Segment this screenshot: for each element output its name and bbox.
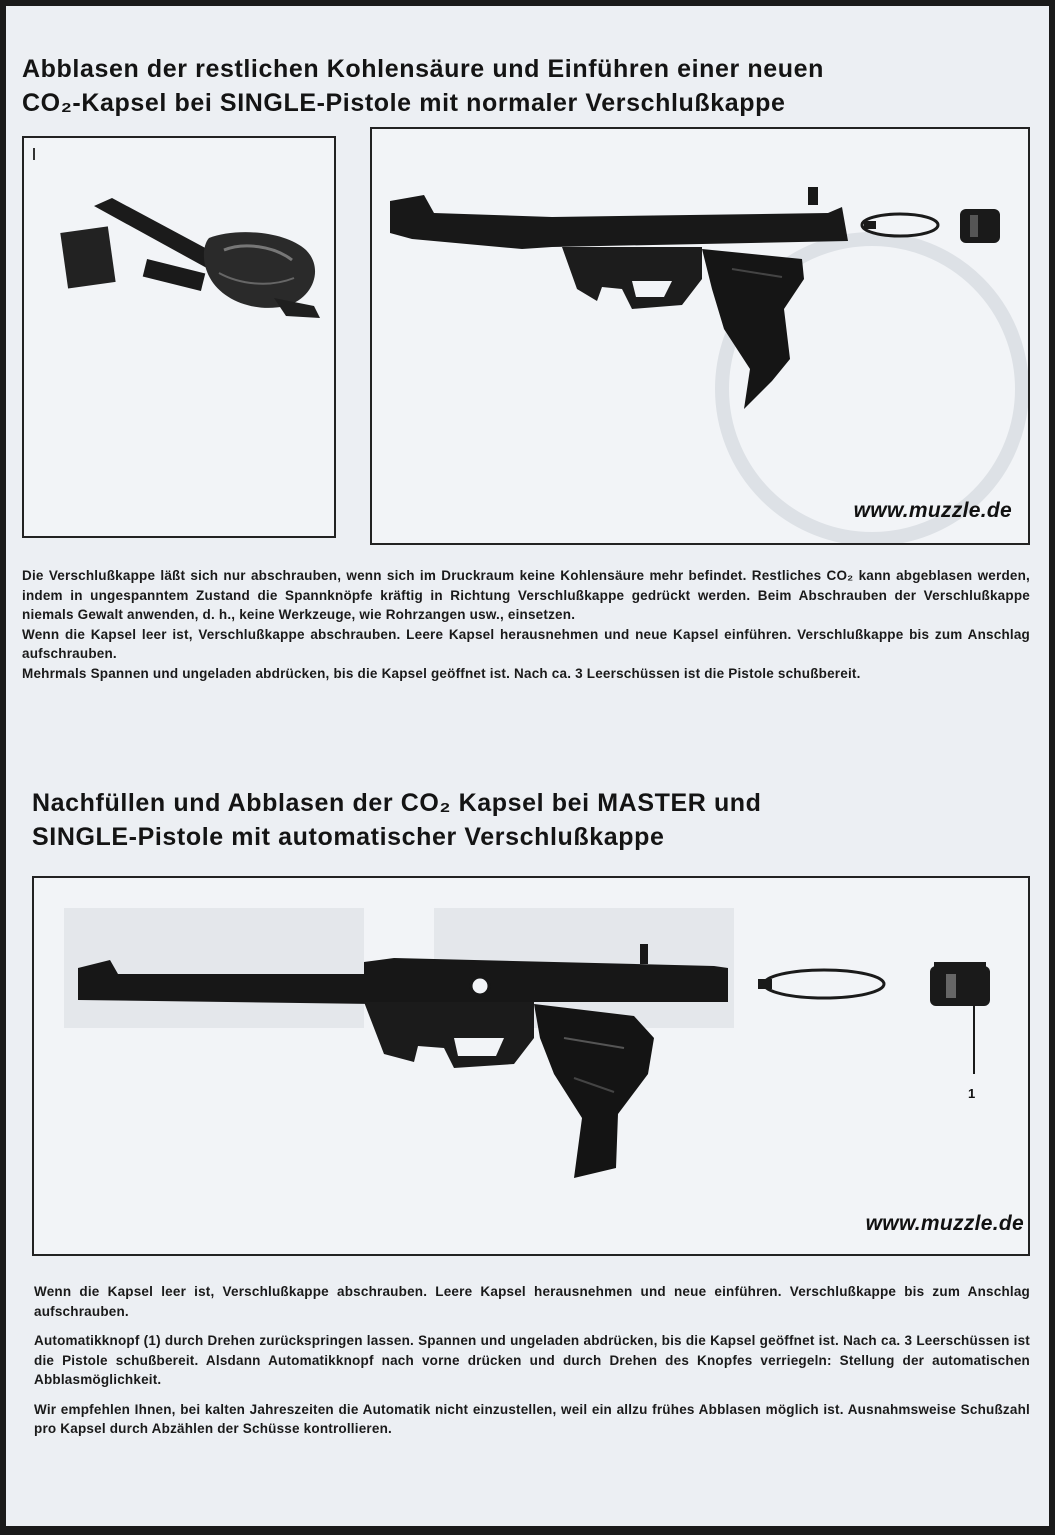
master-pistol-photo xyxy=(34,878,1028,1254)
section2-text xyxy=(34,1282,1030,1449)
watermark-muzzle-2: www.muzzle.de xyxy=(865,1212,1024,1235)
photo-frame-left xyxy=(22,136,336,538)
section1-title-line1: Abblasen der restlichen Kohlensäure und Einführen einer neuen xyxy=(22,55,825,83)
section1-paragraph-3: Mehrmals Spannen und ungeladen abdrücken, bis die Kapsel geöffnet ist. Nach ca. 3 Leerschüssen ist die Pistole schußbereit. xyxy=(22,665,861,681)
section2-paragraph-2: Automatikknopf (1) durch Drehen zurückspringen lassen. Spannen und ungeladen abdrücken, bis die Kapsel geöffnet ist. Nach ca. 3 Leerschüssen ist die Pistole schußbereit. Alsdann Automatikknopf nach vorne drücken und durch Drehen des Knopfes verriegeln: Stellung der automatischen Abblasmöglichkeit. xyxy=(34,1333,1030,1387)
manual-page xyxy=(6,6,1049,1526)
section1-heading xyxy=(22,52,824,120)
section2-title-line2: SINGLE-Pistole mit automatischer Verschlußkappe xyxy=(32,823,665,851)
section1-title-line2: CO₂-Kapsel bei SINGLE-Pistole mit normaler Verschlußkappe xyxy=(22,89,786,117)
section2-paragraph-1: Wenn die Kapsel leer ist, Verschlußkappe abschrauben. Leere Kapsel herausnehmen und neue einführen. Verschlußkappe bis zum Anschlag aufschrauben. xyxy=(34,1284,1030,1319)
section2-paragraph-3: Wir empfehlen Ihnen, bei kalten Jahreszeiten die Automatik nicht einzustellen, weil ein allzu frühes Abblasen möglich ist. Ausnahmsweise Schußzahl pro Kapsel durch Abzählen der Schüsse kontrollieren. xyxy=(34,1401,1030,1436)
section2-heading xyxy=(32,786,762,854)
single-pistol-photo xyxy=(372,129,1028,543)
section1-text xyxy=(22,566,1030,683)
photo-frame-bottom xyxy=(32,876,1030,1256)
photo-frame-right xyxy=(370,127,1030,545)
section1-paragraph-1: Die Verschlußkappe läßt sich nur abschrauben, wenn sich im Druckraum keine Kohlensäure mehr befindet. Restliches CO₂ kann abgeblasen werden, indem in ungespanntem Zustand die Spannknöpfe kräftig in Richtung Verschlußkappe gedrückt werden. Beim Abschrauben der Verschlußkappe niemals Gewalt anwenden, d. h., keine Werkzeuge, wie Rohrzangen usw., einsetzen. xyxy=(22,568,1030,622)
watermark-muzzle: www.muzzle.de xyxy=(853,499,1012,522)
section1-paragraph-2: Wenn die Kapsel leer ist, Verschlußkappe abschrauben. Leere Kapsel herausnehmen und neue Kapsel einführen. Verschlußkappe bis zum Anschlag aufschrauben. xyxy=(22,626,1030,661)
section2-title-line1: Nachfüllen und Abblasen der CO₂ Kapsel bei MASTER und xyxy=(32,789,762,817)
pistol-disassembled-photo xyxy=(24,138,334,536)
callout-label-1: 1 xyxy=(968,1086,976,1101)
